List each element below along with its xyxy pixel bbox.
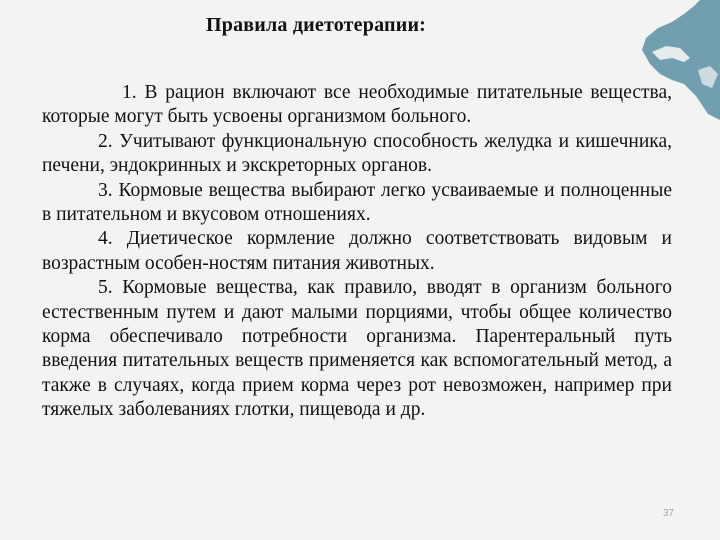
page-number: 37 (663, 508, 675, 519)
rule-1: 1. В рацион включают все необходимые питательные вещества, которые могут быть усвоены организмом больного. (42, 82, 672, 128)
rules-list (42, 81, 672, 423)
rule-2: 2. Учитывают функциональную способность желудка и кишечника, печени, эндокринных и экскреторных органов. (42, 130, 672, 177)
rule-5: 5. Кормовые вещества, как правило, вводят в организм больного естественным путем и дают малыми порциями, чтобы общее количество корма обеспечивало потребности организма. Парентеральный путь введения питательных веществ применяется как вспомогательный метод, а также в случаях, когда прием корма через рот невозможен, например при тяжелых заболеваниях глотки, пищевода и др. (42, 277, 672, 421)
rule-3: 3. Кормовые вещества выбирают легко усваиваемые и полноценные в питательном и вкусовом отношениях. (42, 179, 672, 226)
page-title: Правила диетотерапии: (206, 14, 427, 36)
rule-4: 4. Диетическое кормление должно соответствовать видовым и возрастным особен-ностям питания животных. (42, 228, 672, 274)
